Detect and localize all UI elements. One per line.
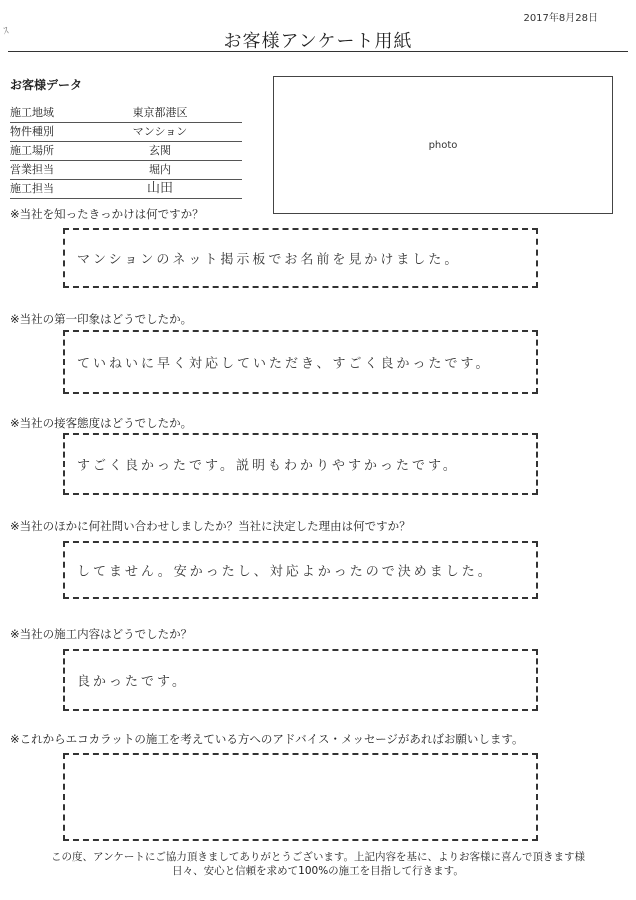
survey-date: 2017年8月28日 (523, 13, 598, 24)
question-2: ※当社の第一印象はどうでしたか。 (10, 312, 193, 326)
answer-text-5: 良かったです。 (77, 674, 188, 690)
data-row-installer (10, 180, 242, 199)
customer-data-heading: お客様データ (10, 78, 83, 92)
corner-pencil-mark: ｽ (2, 25, 10, 38)
data-label: 施工担当 (10, 182, 54, 195)
data-label: 物件種別 (10, 125, 54, 138)
data-row-property-type (10, 123, 242, 142)
data-label: 施工地域 (10, 106, 54, 119)
answer-text-2: ていねいに早く対応していただき、すごく良かったです。 (77, 356, 492, 372)
footer-line-2: 日々、安心と信頼を求めて100%の施工を目指して行きます。 (172, 865, 464, 877)
question-6: ※これからエコカラットの施工を考えている方へのアドバイス・メッセージがあればお願いします。 (10, 732, 524, 746)
answer-box-4 (63, 541, 538, 599)
question-5: ※当社の施工内容はどうでしたか？ (10, 627, 193, 641)
customer-data-table (10, 104, 242, 199)
answer-text-3: すごく良かったです。説明もわかりやすかったです。 (77, 458, 459, 474)
answer-box-1 (63, 228, 538, 288)
page-title: お客様アンケート用紙 (223, 31, 413, 52)
answer-box-2 (63, 330, 538, 394)
title-underline (8, 51, 628, 52)
answer-box-5 (63, 649, 538, 711)
data-label: 営業担当 (10, 163, 54, 176)
data-label: 施工場所 (10, 144, 54, 157)
answer-box-6 (63, 753, 538, 841)
answer-text-4: してません。安かったし、対応よかったので決めました。 (77, 564, 494, 580)
data-value: マンション (132, 125, 188, 138)
data-value: 東京都港区 (132, 106, 188, 119)
data-value-handwritten: 山田 (146, 181, 173, 196)
data-value: 堀内 (149, 163, 171, 176)
footer-message (0, 850, 636, 878)
answer-text-1: マンションのネット掲示板でお名前を見かけました。 (77, 252, 461, 268)
data-row-location (10, 142, 242, 161)
question-4: ※当社のほかに何社問い合わせしましたか？当社に決定した理由は何ですか？ (10, 519, 411, 533)
photo-box (273, 76, 613, 214)
footer-line-1: この度、アンケートにご協力頂きましてありがとうございます。上記内容を基に、よりお客様に喜んで頂きます様 (50, 851, 586, 863)
answer-box-3 (63, 433, 538, 495)
question-3: ※当社の接客態度はどうでしたか。 (10, 416, 193, 430)
question-1: ※当社を知ったきっかけは何ですか？ (10, 207, 204, 221)
photo-label: photo (428, 139, 458, 151)
data-row-area (10, 104, 242, 123)
data-value: 玄関 (149, 144, 171, 157)
